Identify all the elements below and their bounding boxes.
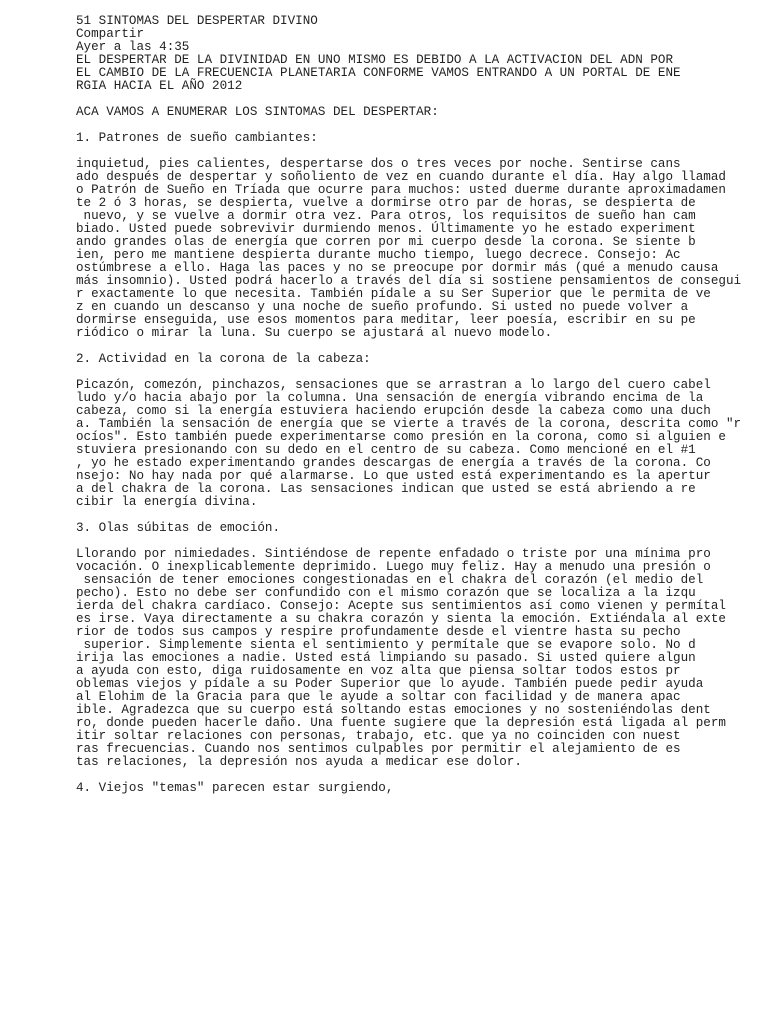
enumerate-heading: ACA VAMOS A ENUMERAR LOS SINTOMAS DEL DESPERTAR:: [76, 105, 439, 119]
paragraph-line: z en cuando un descanso y una noche de sueño profundo. Si usted no puede volver a: [76, 300, 689, 314]
section-heading: 2. Actividad en la corona de la cabeza:: [76, 352, 371, 366]
paragraph-line: a. También la sensación de energía que se vierte a través de la corona, descrita como "r: [76, 417, 742, 431]
paragraph-line: ible. Agradezca que su cuerpo está soltando estas emociones y no sosteniéndolas dent: [76, 703, 711, 717]
paragraph-line: o Patrón de Sueño en Tríada que ocurre para muchos: usted duerme durante aproximadamen: [76, 183, 726, 197]
paragraph-line: te 2 ó 3 horas, se despierta, vuelve a dormirse otro par de horas, se despierta de: [76, 196, 696, 210]
intro-paragraph: [76, 54, 756, 93]
section-4: [76, 782, 756, 795]
paragraph-line: rior de todos sus campos y respire profundamente desde el vientre hasta su pecho: [76, 625, 681, 639]
section-paragraph: [76, 548, 756, 769]
document-body: [76, 15, 756, 795]
section-2: [76, 353, 756, 522]
paragraph-line: inquietud, pies calientes, despertarse dos o tres veces por noche. Sentirse cans: [76, 157, 681, 171]
paragraph-line: superior. Simplemente sienta el sentimiento y permítale que se evapore solo. No d: [76, 638, 696, 652]
paragraph-line: a ayuda con esto, diga ruidosamente en voz alta que piensa soltar todos estos pr: [76, 664, 681, 678]
section-paragraph: [76, 158, 756, 340]
paragraph-line: Picazón, comezón, pinchazos, sensaciones que se arrastran a lo largo del cuero cabel: [76, 378, 711, 392]
paragraph-line: vocación. O inexplicablemente deprimido. Luego muy feliz. Hay a menudo una presión o: [76, 560, 711, 574]
paragraph-line: ado después de despertar y soñoliento de vez en cuando durante el día. Hay algo llamad: [76, 170, 726, 184]
paragraph-line: ien, pero me mantiene despierta durante mucho tiempo, luego decrece. Consejo: Ac: [76, 248, 681, 262]
paragraph-line: nuevo, y se vuelve a dormir otra vez. Para otros, los requisitos de sueño han cam: [76, 209, 696, 223]
paragraph-line: ras frecuencias. Cuando nos sentimos culpables por permitir el alejamiento de es: [76, 742, 681, 756]
paragraph-line: biado. Usted puede sobrevivir durmiendo menos. Últimamente yo he estado experiment: [76, 222, 696, 236]
paragraph-line: pecho). Esto no debe ser confundido con el mismo corazón que se localiza a la izqu: [76, 586, 696, 600]
paragraph-line: ludo y/o hacia abajo por la columna. Una sensación de energía vibrando encima de la: [76, 391, 704, 405]
paragraph-line: irija las emociones a nadie. Usted está limpiando su pasado. Si usted quiere algun: [76, 651, 696, 665]
section-3: [76, 522, 756, 782]
document-title: 51 SINTOMAS DEL DESPERTAR DIVINO: [76, 14, 318, 28]
paragraph-line: cibir la energía divina.: [76, 495, 258, 509]
paragraph-line: oblemas viejos y pídale a su Poder Superior que lo ayude. También puede pedir ayuda: [76, 677, 704, 691]
share-link[interactable]: Compartir: [76, 27, 145, 41]
paragraph-line: itir soltar relaciones con personas, trabajo, etc. que ya no coinciden con nuest: [76, 729, 681, 743]
paragraph-line: ierda del chakra cardíaco. Consejo: Acepte sus sentimientos así como vienen y permítal: [76, 599, 726, 613]
paragraph-line: al Elohim de la Gracia para que le ayude a soltar con facilidad y de manera apac: [76, 690, 681, 704]
paragraph-line: es irse. Vaya directamente a su chakra corazón y sienta la emoción. Extiéndala al exte: [76, 612, 726, 626]
post-timestamp: Ayer a las 4:35: [76, 40, 190, 54]
paragraph-line: sensación de tener emociones congestionadas en el chakra del corazón (el medio del: [76, 573, 704, 587]
intro-line: RGIA HACIA EL AÑO 2012: [76, 79, 243, 93]
paragraph-line: más insomnio). Usted podrá hacerlo a través del día si sostiene pensamientos de consegui: [76, 274, 742, 288]
intro-line: EL CAMBIO DE LA FRECUENCIA PLANETARIA CONFORME VAMOS ENTRANDO A UN PORTAL DE ENE: [76, 66, 681, 80]
paragraph-line: ro, donde pueden hacerle daño. Una fuente sugiere que la depresión está ligada al perm: [76, 716, 726, 730]
paragraph-line: ocíos". Esto también puede experimentarse como presión en la corona, como si alguien e: [76, 430, 726, 444]
paragraph-line: dormirse enseguida, use esos momentos para meditar, leer poesía, escribir en su pe: [76, 313, 696, 327]
section-heading: 3. Olas súbitas de emoción.: [76, 521, 281, 535]
section-paragraph: [76, 379, 756, 509]
paragraph-line: nsejo: No hay nada por qué alarmarse. Lo que usted está experimentando es la apertur: [76, 469, 711, 483]
intro-line: EL DESPERTAR DE LA DIVINIDAD EN UNO MISMO ES DEBIDO A LA ACTIVACION DEL ADN POR: [76, 53, 674, 67]
section-heading: 4. Viejos "temas" parecen estar surgiendo,: [76, 781, 394, 795]
paragraph-line: cabeza, como si la energía estuviera haciendo erupción desde la cabeza como una duch: [76, 404, 711, 418]
paragraph-line: r exactamente lo que necesita. También pídale a su Ser Superior que le permita de ve: [76, 287, 711, 301]
section-heading: 1. Patrones de sueño cambiantes:: [76, 131, 318, 145]
paragraph-line: ando grandes olas de energía que corren por mi cuerpo desde la corona. Se siente b: [76, 235, 696, 249]
paragraph-line: Llorando por nimiedades. Sintiéndose de repente enfadado o triste por una mínima pro: [76, 547, 711, 561]
paragraph-line: tas relaciones, la depresión nos ayuda a medicar ese dolor.: [76, 755, 522, 769]
paragraph-line: , yo he estado experimentando grandes descargas de energía a través de la corona. Co: [76, 456, 711, 470]
paragraph-line: a del chakra de la corona. Las sensaciones indican que usted se está abriendo a re: [76, 482, 696, 496]
paragraph-line: ostúmbrese a ello. Haga las paces y no se preocupe por dormir más (qué a menudo causa: [76, 261, 719, 275]
paragraph-line: stuviera presionando con su dedo en el centro de su cabeza. Como mencioné en el #1: [76, 443, 696, 457]
paragraph-line: riódico o mirar la luna. Su cuerpo se ajustará al nuevo modelo.: [76, 326, 553, 340]
section-1: [76, 132, 756, 353]
